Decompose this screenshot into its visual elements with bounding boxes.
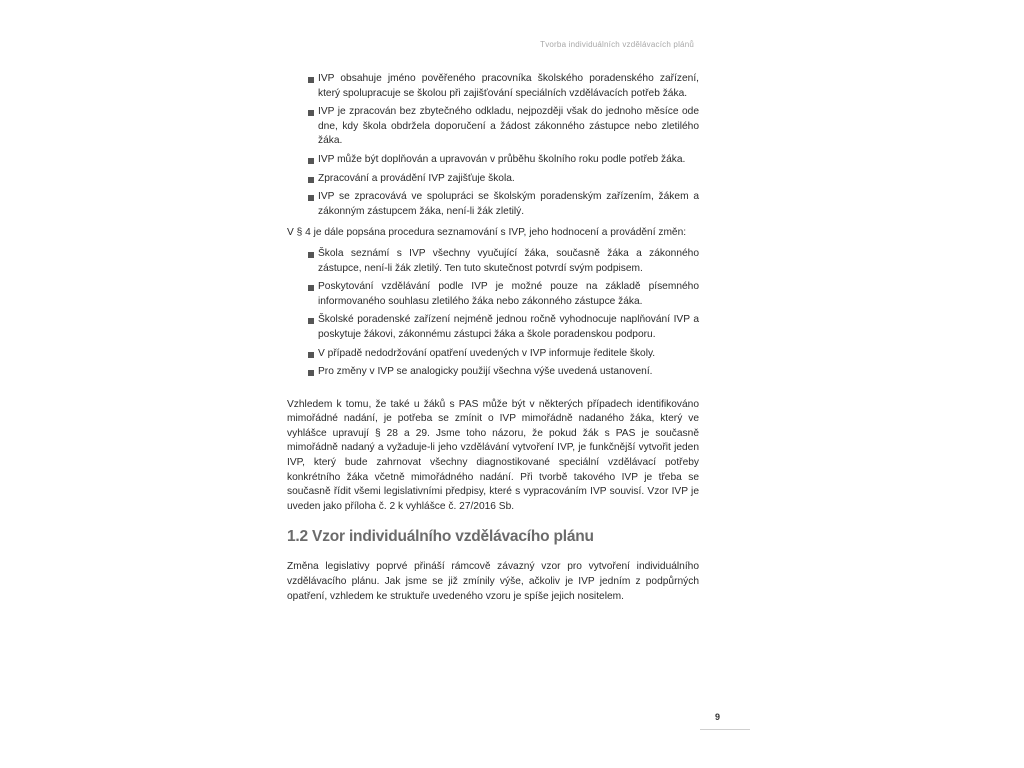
bullet-item: IVP se zpracovává ve spolupráci se školským poradenským zařízením, žákem a zákonným zástupcem žáka, není-li žák zletilý. (308, 190, 699, 219)
square-bullet-icon (308, 158, 314, 164)
pas-paragraph: Vzhledem k tomu, že také u žáků s PAS může být v některých případech identifikováno mimořádné nadání, je potřeba se zmínit o IVP mimořádně nadaného žáka, který ve vyhlášce upravují § 28 a 29. Jsme toho názoru, že pokud žák s PAS je současně mimořádně nadaný a vyžaduje-li jeho vzdělávání vytvoření IVP, je funkčnější vytvořit jeden IVP, který bude zahrnovat všechny diagnostikované speciální vzdělávací potřeby konkrétního žáka včetně mimořádného nadání. Při tvorbě takového IVP je třeba se současně řídit všemi legislativními předpisy, které s vypracováním IVP souvisí. Vzor IVP je uveden jako příloha č. 2 k vyhlášce č. 27/2016 Sb. (287, 398, 699, 512)
bullet-item: Pro změny v IVP se analogicky použijí všechna výše uvedená ustanovení. (308, 365, 699, 380)
bullet-item: IVP obsahuje jméno pověřeného pracovníka školského poradenského zařízení, který spolupracuje se školou při zajišťování speciálních vzdělávacích potřeb žáka. (308, 72, 699, 101)
square-bullet-icon (308, 352, 314, 358)
page-content (287, 72, 699, 604)
bullet-item: V případě nedodržování opatření uvedených v IVP informuje ředitele školy. (308, 347, 699, 362)
square-bullet-icon (308, 285, 314, 291)
bullet-item: IVP může být doplňován a upravován v průběhu školního roku podle potřeb žáka. (308, 153, 699, 168)
square-bullet-icon (308, 110, 314, 116)
bullet-item: Školské poradenské zařízení nejméně jednou ročně vyhodnocuje naplňování IVP a poskytuje žákovi, zákonnému zástupci žáka a škole poradenskou podporu. (308, 313, 699, 342)
section-heading: 1.2 Vzor individuálního vzdělávacího plánu (287, 528, 594, 546)
square-bullet-icon (308, 370, 314, 376)
bullet-item: Poskytování vzdělávání podle IVP je možné pouze na základě písemného informovaného souhlasu zletilého žáka nebo zákonného zástupce žáka. (308, 280, 699, 309)
bullet-item: Zpracování a provádění IVP zajišťuje škola. (308, 172, 699, 187)
page-number: 9 (715, 712, 721, 722)
footer-rule (700, 729, 750, 730)
square-bullet-icon (308, 252, 314, 258)
ivp-bullet-list (287, 72, 699, 219)
bullet-item: Škola seznámí s IVP všechny vyučující žáka, současně žáka a zákonného zástupce, není-li žák zletilý. Ten tuto skutečnost potvrdí svým podpisem. (308, 247, 699, 276)
bullet-item: IVP je zpracován bez zbytečného odkladu, nejpozději však do jednoho měsíce ode dne, kdy škola obdržela doporučení a žádost zákonného zástupce nebo zletilého žáka. (308, 105, 699, 149)
procedure-bullet-list (287, 247, 699, 380)
square-bullet-icon (308, 195, 314, 201)
square-bullet-icon (308, 318, 314, 324)
section-paragraph: Změna legislativy poprvé přináší rámcově závazný vzor pro vytvoření individuálního vzdělávacího plánu. Jak jsme se již zmínily výše, ačkoliv je IVP jedním z podpůrných opatření, vzhledem ke struktuře uvedeného vzoru je spíše jejich nositelem. (287, 561, 699, 602)
intro-paragraph: V § 4 je dále popsána procedura seznamování s IVP, jeho hodnocení a provádění změn: (287, 227, 687, 239)
running-header: Tvorba individuálních vzdělávacích plánů (540, 40, 694, 49)
square-bullet-icon (308, 77, 314, 83)
square-bullet-icon (308, 177, 314, 183)
